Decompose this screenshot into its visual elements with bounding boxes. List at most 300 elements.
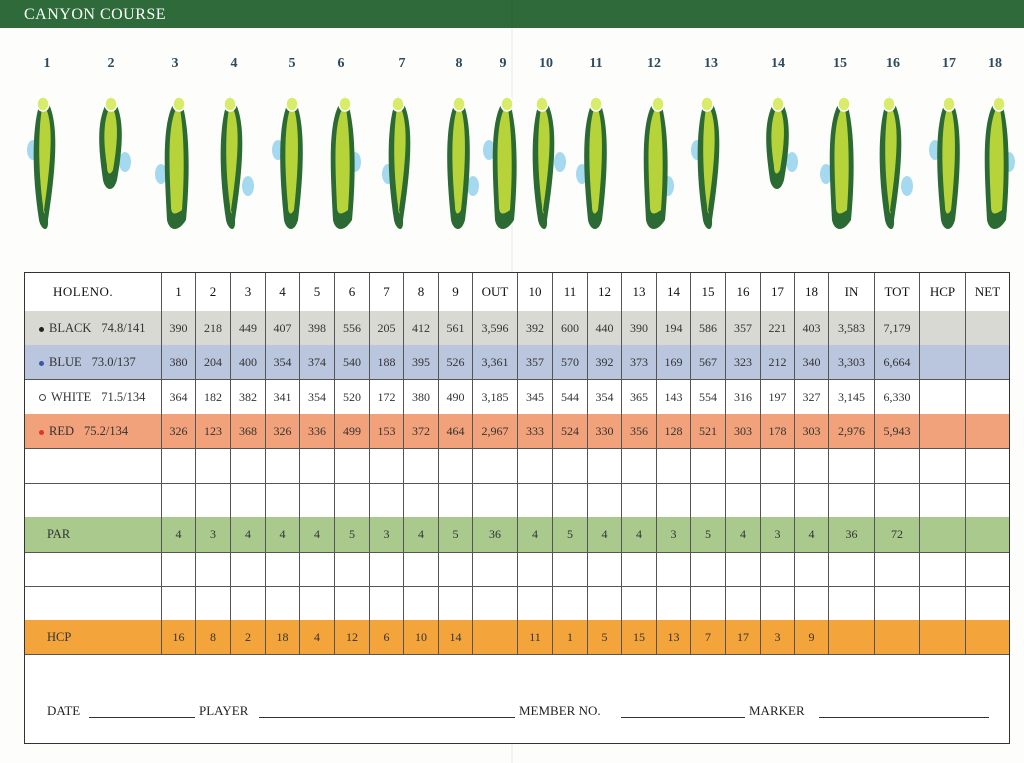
- score-cell: 490: [438, 380, 472, 414]
- row-label: [25, 517, 161, 552]
- score-cell: 197: [760, 380, 794, 414]
- member-no-line[interactable]: [621, 717, 745, 718]
- score-cell[interactable]: [517, 586, 552, 620]
- score-cell: [965, 414, 1009, 448]
- hole-number: 6: [337, 56, 345, 71]
- player-row: [25, 483, 1009, 518]
- hole-map-icon: [526, 90, 566, 250]
- score-cell[interactable]: [725, 586, 760, 620]
- score-cell: 520: [334, 380, 369, 414]
- course-title: CANYON COURSE: [24, 6, 167, 23]
- score-cell: 6,664: [874, 345, 919, 379]
- score-cell[interactable]: [690, 483, 725, 517]
- score-cell[interactable]: [334, 483, 369, 517]
- tee-rating: 73.0/137: [91, 354, 136, 369]
- row-label: [25, 380, 161, 414]
- hole-map-icon: [576, 90, 616, 250]
- score-cell: 440: [587, 311, 621, 345]
- score-cell: 4: [230, 517, 265, 552]
- hole-map-icon: [820, 90, 860, 250]
- tee-label: [39, 355, 136, 370]
- score-cell[interactable]: [919, 448, 965, 483]
- hole-map-icon: [758, 90, 798, 250]
- hole-map-icon: [691, 90, 731, 250]
- score-cell: 194: [656, 311, 690, 345]
- column-header: 15: [690, 273, 725, 311]
- hole-number: 12: [647, 56, 661, 71]
- score-cell[interactable]: [828, 448, 874, 483]
- score-cell[interactable]: [369, 552, 403, 586]
- score-cell: 354: [265, 345, 299, 379]
- score-cell: 400: [230, 345, 265, 379]
- column-header: 18: [794, 273, 828, 311]
- score-cell[interactable]: [919, 483, 965, 517]
- score-cell[interactable]: [794, 483, 828, 517]
- tee-dot-icon: [39, 430, 44, 435]
- score-cell[interactable]: [403, 483, 438, 517]
- score-cell: 218: [195, 311, 230, 345]
- tee-name: BLUE: [49, 354, 82, 369]
- score-cell: 340: [794, 345, 828, 379]
- score-cell: [919, 311, 965, 345]
- column-header: 14: [656, 273, 690, 311]
- score-cell: 3,361: [472, 345, 517, 379]
- score-cell[interactable]: [587, 552, 621, 586]
- hole-number: 1: [43, 56, 51, 71]
- hole-map-icon: [155, 90, 195, 250]
- score-cell[interactable]: [299, 586, 334, 620]
- score-cell: 172: [369, 380, 403, 414]
- score-cell[interactable]: [265, 483, 299, 517]
- member-no-label: MEMBER NO.: [519, 703, 601, 718]
- tee-row-red: [25, 414, 1009, 449]
- column-header: OUT: [472, 273, 517, 311]
- hole-map-icon: [634, 90, 674, 250]
- score-cell: 3: [656, 517, 690, 552]
- score-cell: 326: [161, 414, 195, 448]
- tee-name: BLACK: [49, 320, 92, 335]
- score-cell[interactable]: [874, 586, 919, 620]
- score-cell: 316: [725, 380, 760, 414]
- score-cell: 3,583: [828, 311, 874, 345]
- hole-map-icon: [27, 90, 67, 250]
- score-cell[interactable]: [794, 448, 828, 483]
- score-cell: [965, 380, 1009, 414]
- score-cell: [919, 345, 965, 379]
- score-cell: 382: [230, 380, 265, 414]
- holeno-header: HOLENO.: [53, 284, 114, 299]
- score-cell: 2: [230, 620, 265, 654]
- column-header: 6: [334, 273, 369, 311]
- column-header: 12: [587, 273, 621, 311]
- hole-map-icon: [929, 90, 969, 250]
- score-cell[interactable]: [656, 483, 690, 517]
- hole-map-icon: [975, 90, 1015, 250]
- score-cell: 544: [552, 380, 587, 414]
- score-cell: [965, 311, 1009, 345]
- score-cell[interactable]: [828, 552, 874, 586]
- score-cell[interactable]: [299, 448, 334, 483]
- score-cell[interactable]: [725, 483, 760, 517]
- score-cell: 327: [794, 380, 828, 414]
- score-cell: 499: [334, 414, 369, 448]
- score-cell[interactable]: [587, 483, 621, 517]
- score-cell: 123: [195, 414, 230, 448]
- score-cell: 72: [874, 517, 919, 552]
- score-cell: 390: [161, 311, 195, 345]
- score-cell[interactable]: [230, 586, 265, 620]
- score-cell[interactable]: [472, 586, 517, 620]
- score-cell: 464: [438, 414, 472, 448]
- score-cell[interactable]: [874, 552, 919, 586]
- score-cell[interactable]: [656, 552, 690, 586]
- score-cell: 333: [517, 414, 552, 448]
- score-cell[interactable]: [656, 448, 690, 483]
- column-header: IN: [828, 273, 874, 311]
- score-cell: 354: [587, 380, 621, 414]
- tee-dot-icon: [39, 361, 44, 366]
- header-row: [25, 273, 1009, 312]
- hole-number: 5: [288, 56, 296, 71]
- hcp-row: [25, 620, 1009, 655]
- score-cell: 357: [517, 345, 552, 379]
- score-cell: 3: [760, 620, 794, 654]
- score-cell[interactable]: [919, 586, 965, 620]
- score-cell: 395: [403, 345, 438, 379]
- score-cell: 524: [552, 414, 587, 448]
- score-cell[interactable]: [472, 552, 517, 586]
- score-cell: 153: [369, 414, 403, 448]
- score-cell[interactable]: [919, 552, 965, 586]
- hole-map-icon: [439, 90, 479, 250]
- score-cell[interactable]: [965, 586, 1009, 620]
- score-cell: 4: [794, 517, 828, 552]
- tee-dot-icon: [39, 327, 44, 332]
- score-cell: 7: [690, 620, 725, 654]
- score-cell[interactable]: [299, 483, 334, 517]
- score-cell[interactable]: [587, 586, 621, 620]
- score-cell[interactable]: [334, 586, 369, 620]
- score-cell[interactable]: [690, 552, 725, 586]
- score-cell: 4: [299, 517, 334, 552]
- hole-number: 14: [771, 56, 785, 71]
- score-cell: 521: [690, 414, 725, 448]
- score-cell: 6: [369, 620, 403, 654]
- tee-label: [39, 424, 128, 439]
- score-cell: 5: [552, 517, 587, 552]
- hole-number: 8: [455, 56, 463, 71]
- score-cell: 392: [587, 345, 621, 379]
- score-cell: 3: [369, 517, 403, 552]
- score-cell[interactable]: [299, 552, 334, 586]
- score-cell[interactable]: [438, 483, 472, 517]
- column-header: 8: [403, 273, 438, 311]
- score-cell: 3,303: [828, 345, 874, 379]
- score-cell: 586: [690, 311, 725, 345]
- score-cell[interactable]: [760, 586, 794, 620]
- score-cell[interactable]: [965, 552, 1009, 586]
- row-label: [25, 620, 161, 654]
- score-cell: 11: [517, 620, 552, 654]
- score-cell: 4: [161, 517, 195, 552]
- score-cell: 4: [587, 517, 621, 552]
- score-cell: 526: [438, 345, 472, 379]
- score-cell[interactable]: [265, 448, 299, 483]
- score-cell: 4: [725, 517, 760, 552]
- score-cell[interactable]: [621, 448, 656, 483]
- hole-map-icon: [483, 90, 523, 250]
- score-cell[interactable]: [403, 586, 438, 620]
- score-cell: 13: [656, 620, 690, 654]
- player-row: [25, 586, 1009, 621]
- tee-label: [39, 390, 145, 405]
- score-cell: 18: [265, 620, 299, 654]
- score-cell: 380: [403, 380, 438, 414]
- hole-map-icon: [321, 90, 361, 250]
- score-cell: 345: [517, 380, 552, 414]
- score-cell[interactable]: [760, 552, 794, 586]
- tee-row-black: [25, 311, 1009, 346]
- hole-number: 10: [539, 56, 553, 71]
- score-cell: 357: [725, 311, 760, 345]
- score-cell: [965, 620, 1009, 654]
- score-cell: 561: [438, 311, 472, 345]
- score-cell[interactable]: [403, 448, 438, 483]
- score-cell[interactable]: [587, 448, 621, 483]
- score-cell: 374: [299, 345, 334, 379]
- score-cell[interactable]: [656, 586, 690, 620]
- tee-row-blue: [25, 345, 1009, 380]
- hole-map-icon: [873, 90, 913, 250]
- score-cell[interactable]: [794, 586, 828, 620]
- score-cell: 380: [161, 345, 195, 379]
- score-cell: 5: [334, 517, 369, 552]
- column-header: 17: [760, 273, 794, 311]
- score-cell[interactable]: [438, 448, 472, 483]
- score-cell: 5: [438, 517, 472, 552]
- score-cell: 449: [230, 311, 265, 345]
- score-cell[interactable]: [621, 586, 656, 620]
- score-cell[interactable]: [874, 448, 919, 483]
- signature-row: [25, 685, 1009, 743]
- score-cell: 412: [403, 311, 438, 345]
- score-cell: 2,967: [472, 414, 517, 448]
- player-line[interactable]: [259, 717, 515, 718]
- score-cell: 128: [656, 414, 690, 448]
- score-cell: 212: [760, 345, 794, 379]
- score-cell[interactable]: [161, 448, 195, 483]
- marker-line[interactable]: [819, 717, 989, 718]
- row-label: [25, 552, 161, 586]
- row-label: [25, 586, 161, 620]
- score-cell[interactable]: [230, 552, 265, 586]
- par-row: [25, 517, 1009, 553]
- tee-rating: 75.2/134: [84, 423, 129, 438]
- score-cell: 540: [334, 345, 369, 379]
- column-header: 16: [725, 273, 760, 311]
- tee-name: WHITE: [51, 389, 92, 404]
- score-cell[interactable]: [517, 448, 552, 483]
- column-header: NET: [965, 273, 1009, 311]
- score-cell[interactable]: [265, 586, 299, 620]
- score-cell[interactable]: [794, 552, 828, 586]
- column-header: HCP: [919, 273, 965, 311]
- score-cell: 143: [656, 380, 690, 414]
- hole-number: 13: [704, 56, 718, 71]
- column-header: 4: [265, 273, 299, 311]
- score-cell: 12: [334, 620, 369, 654]
- hcp-label: HCP: [47, 629, 72, 644]
- score-cell[interactable]: [403, 552, 438, 586]
- column-header: 11: [552, 273, 587, 311]
- score-cell: 3: [195, 517, 230, 552]
- score-cell: [919, 380, 965, 414]
- score-cell[interactable]: [334, 448, 369, 483]
- score-cell[interactable]: [438, 552, 472, 586]
- score-cell: 403: [794, 311, 828, 345]
- score-cell: 354: [299, 380, 334, 414]
- score-cell[interactable]: [195, 448, 230, 483]
- spacer-row: [25, 654, 1009, 685]
- score-cell[interactable]: [369, 586, 403, 620]
- score-cell[interactable]: [334, 552, 369, 586]
- score-cell[interactable]: [760, 483, 794, 517]
- score-cell[interactable]: [195, 552, 230, 586]
- score-cell: 16: [161, 620, 195, 654]
- hole-map-icon: [214, 90, 254, 250]
- score-cell[interactable]: [230, 483, 265, 517]
- score-cell[interactable]: [874, 483, 919, 517]
- score-cell: 169: [656, 345, 690, 379]
- score-cell: 556: [334, 311, 369, 345]
- row-label: [25, 273, 161, 311]
- score-cell: 5: [690, 517, 725, 552]
- score-cell: 392: [517, 311, 552, 345]
- score-cell[interactable]: [690, 586, 725, 620]
- hole-number: 15: [833, 56, 847, 71]
- score-cell: 3: [760, 517, 794, 552]
- score-cell[interactable]: [621, 483, 656, 517]
- score-cell: 36: [828, 517, 874, 552]
- score-cell: 4: [621, 517, 656, 552]
- score-cell: 398: [299, 311, 334, 345]
- date-line[interactable]: [89, 717, 195, 718]
- score-cell: 303: [794, 414, 828, 448]
- score-cell[interactable]: [828, 586, 874, 620]
- score-cell: [472, 620, 517, 654]
- score-cell[interactable]: [760, 448, 794, 483]
- score-cell: 303: [725, 414, 760, 448]
- par-label: PAR: [47, 527, 71, 541]
- score-cell[interactable]: [552, 552, 587, 586]
- hole-number: 4: [230, 56, 238, 71]
- score-cell: 9: [794, 620, 828, 654]
- score-cell[interactable]: [517, 483, 552, 517]
- column-header: 10: [517, 273, 552, 311]
- tee-rating: 71.5/134: [101, 389, 146, 404]
- score-cell[interactable]: [552, 586, 587, 620]
- score-cell: 326: [265, 414, 299, 448]
- score-cell: 323: [725, 345, 760, 379]
- tee-rating: 74.8/141: [101, 320, 146, 335]
- score-cell[interactable]: [552, 483, 587, 517]
- score-cell: 5,943: [874, 414, 919, 448]
- score-cell: 17: [725, 620, 760, 654]
- score-cell[interactable]: [195, 586, 230, 620]
- score-cell: 221: [760, 311, 794, 345]
- score-cell: [919, 517, 965, 552]
- tee-row-white: [25, 380, 1009, 415]
- hole-number: 7: [398, 56, 406, 71]
- score-cell: 188: [369, 345, 403, 379]
- hole-map-icon: [382, 90, 422, 250]
- score-cell[interactable]: [690, 448, 725, 483]
- hole-number: 2: [107, 56, 115, 71]
- hole-number: 17: [942, 56, 956, 71]
- score-cell: [965, 517, 1009, 552]
- score-cell[interactable]: [725, 552, 760, 586]
- score-cell[interactable]: [161, 483, 195, 517]
- score-cell: 4: [517, 517, 552, 552]
- score-cell[interactable]: [517, 552, 552, 586]
- row-label: [25, 483, 161, 517]
- score-cell: 336: [299, 414, 334, 448]
- score-cell[interactable]: [552, 448, 587, 483]
- score-cell: 205: [369, 311, 403, 345]
- score-cell: 10: [403, 620, 438, 654]
- hole-map-icon: [272, 90, 312, 250]
- score-cell: 36: [472, 517, 517, 552]
- score-cell[interactable]: [621, 552, 656, 586]
- tee-label: [39, 321, 145, 336]
- score-cell: 372: [403, 414, 438, 448]
- score-cell[interactable]: [965, 483, 1009, 517]
- score-cell[interactable]: [161, 586, 195, 620]
- score-cell: 1: [552, 620, 587, 654]
- score-cell[interactable]: [369, 448, 403, 483]
- score-cell[interactable]: [369, 483, 403, 517]
- score-cell: 4: [265, 517, 299, 552]
- hole-number: 9: [499, 56, 507, 71]
- score-cell: [919, 414, 965, 448]
- score-cell[interactable]: [725, 448, 760, 483]
- column-header: TOT: [874, 273, 919, 311]
- score-cell: 330: [587, 414, 621, 448]
- score-cell: 182: [195, 380, 230, 414]
- score-cell: 5: [587, 620, 621, 654]
- score-cell[interactable]: [472, 483, 517, 517]
- score-cell[interactable]: [438, 586, 472, 620]
- score-cell[interactable]: [161, 552, 195, 586]
- column-header: 7: [369, 273, 403, 311]
- score-cell[interactable]: [265, 552, 299, 586]
- score-cell: 600: [552, 311, 587, 345]
- tee-dot-icon: [39, 394, 46, 401]
- hole-number: 16: [886, 56, 900, 71]
- score-cell: 3,596: [472, 311, 517, 345]
- score-cell[interactable]: [472, 448, 517, 483]
- score-cell[interactable]: [965, 448, 1009, 483]
- score-cell[interactable]: [230, 448, 265, 483]
- score-cell: 3,145: [828, 380, 874, 414]
- column-header: 1: [161, 273, 195, 311]
- score-cell[interactable]: [828, 483, 874, 517]
- score-cell: 8: [195, 620, 230, 654]
- score-cell: 14: [438, 620, 472, 654]
- score-cell: 2,976: [828, 414, 874, 448]
- score-cell: 567: [690, 345, 725, 379]
- score-cell[interactable]: [195, 483, 230, 517]
